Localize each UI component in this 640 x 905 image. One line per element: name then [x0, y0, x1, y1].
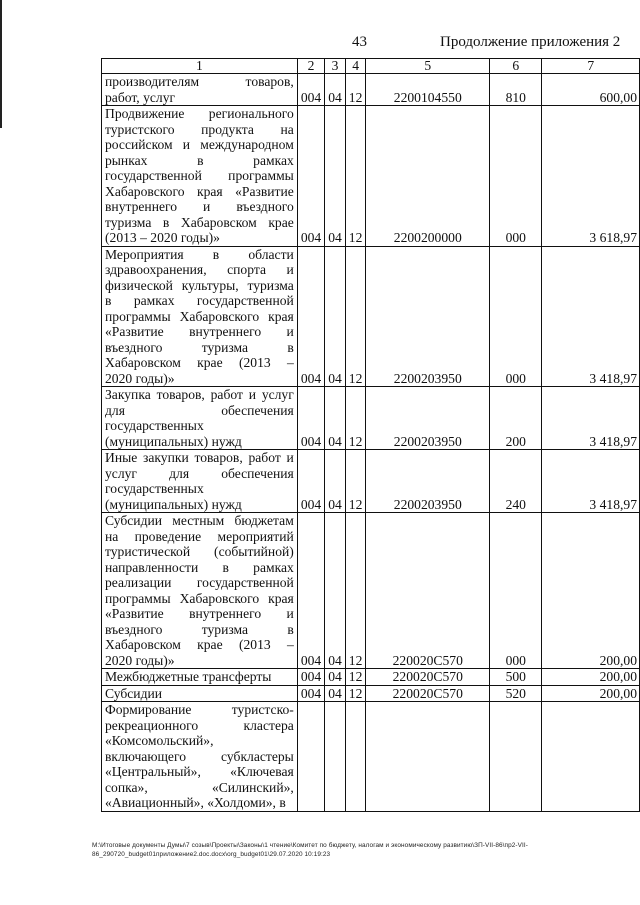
expense-type-cell: 500	[490, 669, 542, 686]
ministry-code-cell: 004	[297, 106, 324, 247]
item-name-line: для обеспечения	[105, 402, 294, 418]
item-name-line: Хабаровского края «Развитие	[105, 183, 294, 199]
section-code-cell: 04	[325, 669, 346, 686]
item-name-line: здравоохранения, спорта и	[105, 262, 294, 277]
item-name-line: включающего субкластеры	[105, 748, 294, 764]
item-name-line: (муниципальных) нужд	[105, 496, 242, 512]
expense-type-cell: 520	[490, 685, 542, 702]
item-name-line: на проведение мероприятий	[105, 528, 294, 544]
ministry-code-cell	[297, 702, 324, 812]
section-code-cell: 04	[325, 450, 346, 513]
target-article-cell: 2200200000	[366, 106, 490, 247]
item-name-line: «Развитие внутреннего и	[105, 324, 294, 339]
subsection-code-cell: 12	[345, 685, 366, 702]
item-name-line: программы Хабаровского края	[105, 308, 294, 324]
amount-cell: 3 618,97	[542, 106, 640, 247]
footer-line: М:\Итоговые документы Думы\7 созыв\Проекты\Законы\1 чтение\Комитет по бюджету, налогам и экономическому развитию\ЗП-VII-86\пр2-VII-	[92, 842, 528, 849]
expense-type-cell: 000	[490, 246, 542, 387]
amount-cell: 3 418,97	[542, 387, 640, 450]
target-article-cell: 2200104550	[366, 74, 490, 106]
item-name-line: Субсидии	[105, 685, 163, 701]
expense-type-cell: 240	[490, 450, 542, 513]
item-name-line: «Развитие внутреннего и	[105, 606, 294, 621]
amount-cell	[542, 702, 640, 812]
amount-cell: 3 418,97	[542, 246, 640, 387]
footer-line: 86_290720_budget01приложение2.doc.docx\org_budget01\29.07.2020 10:19:23	[92, 850, 331, 858]
ministry-code-cell: 004	[297, 74, 324, 106]
document-path-footer	[92, 842, 617, 859]
column-header: 3	[325, 59, 346, 74]
item-name-cell	[102, 702, 298, 812]
section-code-cell: 04	[325, 387, 346, 450]
ministry-code-cell: 004	[297, 669, 324, 686]
item-name-cell	[102, 513, 298, 669]
section-code-cell: 04	[325, 246, 346, 387]
item-name-line: российском и международном	[105, 137, 294, 152]
table-row	[102, 74, 640, 106]
subsection-code-cell: 12	[345, 74, 366, 106]
column-header: 5	[366, 59, 490, 74]
item-name-cell	[102, 450, 298, 513]
table-row	[102, 513, 640, 669]
table-row	[102, 106, 640, 247]
item-name-line: производителям товаров,	[105, 74, 294, 89]
table-header-row	[102, 59, 640, 74]
item-name-line: рынках в рамках	[105, 152, 294, 168]
section-code-cell: 04	[325, 513, 346, 669]
table-row	[102, 669, 640, 686]
item-name-line: 2020 годы)»	[105, 652, 175, 668]
item-name-line: направленности в рамках	[105, 559, 294, 575]
item-name-line: Хабаровском крае (2013 –	[105, 637, 294, 652]
target-article-cell: 220020C570	[366, 685, 490, 702]
item-name-line: Хабаровском крае (2013 –	[105, 355, 294, 370]
item-name-line: рекреационного кластера	[105, 717, 294, 733]
item-name-line: въездного туризма в	[105, 339, 294, 355]
subsection-code-cell: 12	[345, 513, 366, 669]
section-code-cell: 04	[325, 106, 346, 247]
section-code-cell	[325, 702, 346, 812]
item-name-line: внутреннего и въездного	[105, 199, 294, 214]
column-header: 1	[102, 59, 298, 74]
item-name-line: Межбюджетные трансферты	[105, 669, 272, 684]
page-edge-mark	[0, 0, 2, 128]
ministry-code-cell: 004	[297, 246, 324, 387]
item-name-line: туризма в Хабаровском крае	[105, 214, 294, 230]
subsection-code-cell: 12	[345, 450, 366, 513]
item-name-line: въездного туризма в	[105, 621, 294, 637]
item-name-line: туристского продукта на	[105, 121, 294, 137]
item-name-line: сопка», «Силинский»,	[105, 779, 294, 795]
ministry-code-cell: 004	[297, 685, 324, 702]
item-name-line: программы Хабаровского края	[105, 590, 294, 606]
item-name-line: Формирование туристско-	[105, 702, 294, 717]
item-name-line: физической культуры, туризма	[105, 277, 294, 293]
column-header: 7	[542, 59, 640, 74]
amount-cell: 600,00	[542, 74, 640, 106]
item-name-line: туристической (событийной)	[105, 544, 294, 559]
ministry-code-cell: 004	[297, 450, 324, 513]
table-body	[102, 74, 640, 812]
subsection-code-cell	[345, 702, 366, 812]
amount-cell: 200,00	[542, 669, 640, 686]
expense-type-cell: 810	[490, 74, 542, 106]
budget-table	[101, 58, 640, 812]
item-name-line: Иные закупки товаров, работ и	[105, 450, 294, 465]
item-name-line: (2013 – 2020 годы)»	[105, 230, 220, 245]
target-article-cell: 220020C570	[366, 669, 490, 686]
target-article-cell: 220020C570	[366, 513, 490, 669]
item-name-line: в рамках государственной	[105, 293, 294, 308]
subsection-code-cell: 12	[345, 669, 366, 686]
item-name-line: (муниципальных) нужд	[105, 433, 242, 449]
table-row	[102, 246, 640, 387]
target-article-cell: 2200203950	[366, 450, 490, 513]
item-name-line: Субсидии местным бюджетам	[105, 513, 294, 528]
ministry-code-cell: 004	[297, 513, 324, 669]
subsection-code-cell: 12	[345, 106, 366, 247]
target-article-cell: 2200203950	[366, 246, 490, 387]
item-name-cell	[102, 387, 298, 450]
column-header: 2	[297, 59, 324, 74]
item-name-line: «Авиационный», «Холдоми», в	[105, 795, 286, 810]
amount-cell: 200,00	[542, 685, 640, 702]
item-name-line: 2020 годы)»	[105, 370, 175, 386]
item-name-cell	[102, 669, 298, 686]
item-name-line: Закупка товаров, работ и услуг	[105, 387, 294, 402]
subsection-code-cell: 12	[345, 246, 366, 387]
target-article-cell	[366, 702, 490, 812]
subsection-code-cell: 12	[345, 387, 366, 450]
amount-cell: 200,00	[542, 513, 640, 669]
item-name-cell	[102, 74, 298, 106]
column-header: 6	[490, 59, 542, 74]
item-name-cell	[102, 685, 298, 702]
expense-type-cell: 000	[490, 513, 542, 669]
appendix-continuation-title: Продолжение приложения 2	[440, 34, 621, 50]
section-code-cell: 04	[325, 74, 346, 106]
item-name-line: Мероприятия в области	[105, 246, 294, 262]
section-code-cell: 04	[325, 685, 346, 702]
item-name-line: услуг для обеспечения	[105, 465, 294, 481]
column-header: 4	[345, 59, 366, 74]
expense-type-cell: 200	[490, 387, 542, 450]
item-name-cell	[102, 106, 298, 247]
item-name-line: «Комсомольский»,	[105, 733, 214, 748]
item-name-cell	[102, 246, 298, 387]
item-name-line: «Центральный», «Ключевая	[105, 764, 294, 779]
ministry-code-cell: 004	[297, 387, 324, 450]
item-name-line: государственных	[105, 418, 204, 433]
item-name-line: государственной программы	[105, 168, 294, 183]
target-article-cell: 2200203950	[366, 387, 490, 450]
table-row	[102, 450, 640, 513]
item-name-line: реализации государственной	[105, 575, 294, 590]
page-number: 43	[352, 34, 367, 50]
table-row	[102, 702, 640, 812]
item-name-line: Продвижение регионального	[105, 106, 294, 121]
table-row	[102, 685, 640, 702]
item-name-line: работ, услуг	[105, 89, 176, 105]
table-row	[102, 387, 640, 450]
expense-type-cell	[490, 702, 542, 812]
amount-cell: 3 418,97	[542, 450, 640, 513]
expense-type-cell: 000	[490, 106, 542, 247]
item-name-line: государственных	[105, 481, 204, 496]
